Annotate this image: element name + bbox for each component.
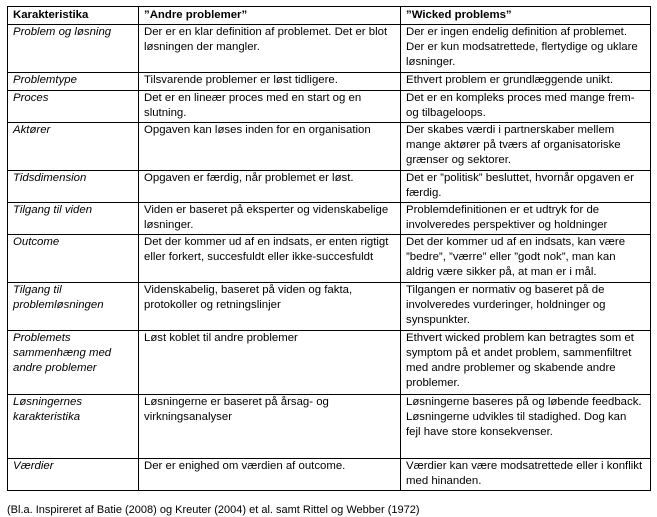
characteristic-cell: Værdier bbox=[8, 459, 139, 491]
other-problems-cell: Viden er baseret på eksperter og videnskabelige løsninger. bbox=[139, 203, 401, 235]
other-problems-cell: Løst koblet til andre problemer bbox=[139, 331, 401, 395]
table-row bbox=[8, 73, 651, 91]
table-row bbox=[8, 203, 651, 235]
characteristic-cell: Tilgang til viden bbox=[8, 203, 139, 235]
table-row bbox=[8, 459, 651, 491]
table-row bbox=[8, 25, 651, 73]
table-row bbox=[8, 283, 651, 331]
wicked-problems-cell: Værdier kan være modsatrettede eller i konflikt med hinanden. bbox=[401, 459, 651, 491]
source-citation: (Bl.a. Inspireret af Batie (2008) og Kreuter (2004) et al. samt Rittel og Webber (1972) bbox=[7, 504, 420, 516]
characteristic-cell: Outcome bbox=[8, 235, 139, 283]
other-problems-cell: Tilsvarende problemer er løst tidligere. bbox=[139, 73, 401, 91]
characteristic-cell: Proces bbox=[8, 91, 139, 123]
wicked-problems-cell: Løsningerne baseres på og løbende feedback. Løsningerne udvikles til stadighed. Dog kan fejl have store konsekvenser. bbox=[401, 395, 651, 459]
wicked-problems-cell: Problemdefinitionen er et udtryk for de involveredes perspektiver og holdninger bbox=[401, 203, 651, 235]
comparison-table bbox=[7, 6, 651, 491]
characteristic-cell: Problemtype bbox=[8, 73, 139, 91]
table-row bbox=[8, 171, 651, 203]
other-problems-cell: Der er en klar definition af problemet. Det er blot løsningen der mangler. bbox=[139, 25, 401, 73]
other-problems-cell: Der er enighed om værdien af outcome. bbox=[139, 459, 401, 491]
table-row bbox=[8, 235, 651, 283]
characteristic-cell: Tidsdimension bbox=[8, 171, 139, 203]
wicked-problems-cell: Der skabes værdi i partnerskaber mellem mange aktører på tværs af organisatoriske grænser og sektorer. bbox=[401, 123, 651, 171]
other-problems-cell: Opgaven er færdig, når problemet er løst. bbox=[139, 171, 401, 203]
header-characteristics: Karakteristika bbox=[8, 7, 139, 25]
characteristic-cell: Aktører bbox=[8, 123, 139, 171]
table-row bbox=[8, 395, 651, 459]
wicked-problems-cell: Det der kommer ud af en indsats, kan være ”bedre”, ”værre” eller ”godt nok”, man kan aldrig være sikker på, at man er i mål. bbox=[401, 235, 651, 283]
characteristic-cell: Løsningernes karakteristika bbox=[8, 395, 139, 459]
table-row bbox=[8, 331, 651, 395]
table-row bbox=[8, 123, 651, 171]
header-other-problems: ”Andre problemer” bbox=[139, 7, 401, 25]
wicked-problems-cell: Der er ingen endelig definition af problemet. Der er kun modsatrettede, flertydige og uklare løsninger. bbox=[401, 25, 651, 73]
other-problems-cell: Det er en lineær proces med en start og en slutning. bbox=[139, 91, 401, 123]
wicked-problems-cell: Tilgangen er normativ og baseret på de involveredes vurderinger, holdninger og synspunkter. bbox=[401, 283, 651, 331]
table-row bbox=[8, 91, 651, 123]
wicked-problems-cell: Ethvert problem er grundlæggende unikt. bbox=[401, 73, 651, 91]
wicked-problems-cell: Ethvert wicked problem kan betragtes som et symptom på et andet problem, sammenfiltret med andre problemer og skabende andre problemer. bbox=[401, 331, 651, 395]
wicked-problems-cell: Det er ”politisk” besluttet, hvornår opgaven er færdig. bbox=[401, 171, 651, 203]
characteristic-cell: Problem og løsning bbox=[8, 25, 139, 73]
other-problems-cell: Videnskabelig, baseret på viden og fakta, protokoller og retningslinjer bbox=[139, 283, 401, 331]
characteristic-cell: Tilgang til problemløsningen bbox=[8, 283, 139, 331]
header-row bbox=[8, 7, 651, 25]
header-wicked-problems: ”Wicked problems” bbox=[401, 7, 651, 25]
other-problems-cell: Det der kommer ud af en indsats, er enten rigtigt eller forkert, succesfuldt eller ikke-succesfuldt bbox=[139, 235, 401, 283]
other-problems-cell: Opgaven kan løses inden for en organisation bbox=[139, 123, 401, 171]
wicked-problems-cell: Det er en kompleks proces med mange frem- og tilbageloops. bbox=[401, 91, 651, 123]
characteristic-cell: Problemets sammenhæng med andre problemer bbox=[8, 331, 139, 395]
other-problems-cell: Løsningerne er baseret på årsag- og virkningsanalyser bbox=[139, 395, 401, 459]
